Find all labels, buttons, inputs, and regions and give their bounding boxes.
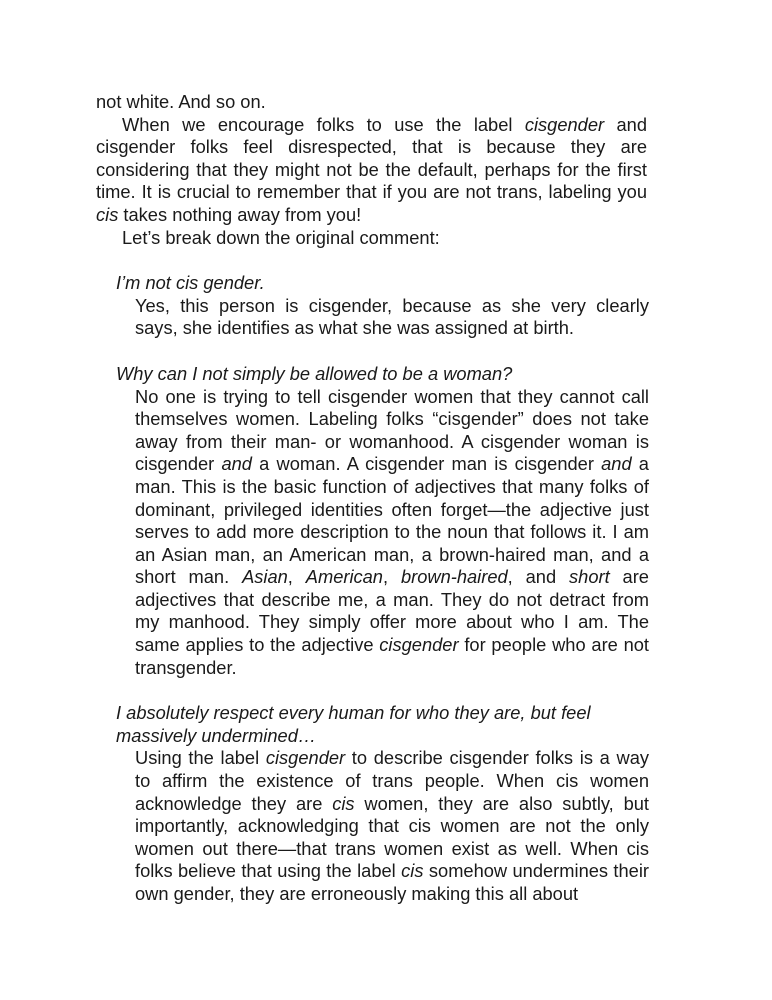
italic-text: Asian [242, 566, 288, 588]
intro-paragraph [96, 114, 647, 227]
section-gap [96, 679, 647, 702]
text-run: When we encourage folks to use the label [122, 113, 525, 135]
text-run: takes nothing away from you! [118, 203, 362, 225]
quoted-comment: Why can I not simply be allowed to be a woman? [116, 362, 513, 384]
italic-text: cisgender [265, 747, 346, 769]
text-run: to describe cisgender folks is a way to affirm the existence of trans people. When cis women acknowledge they are [135, 747, 650, 814]
text-run: somehow undermines their own gender, they are erroneously making this all about [135, 860, 649, 904]
quoted-comment: I’m not cis gender. [116, 272, 265, 294]
section-gap [96, 340, 647, 363]
comment-section-2 [96, 363, 647, 679]
text-run: a woman. A cisgender man is cisgender [251, 453, 602, 475]
italic-text: short [569, 566, 610, 588]
text-run: No one is trying to tell cisgender women that they cannot call themselves women. Labeling folks “cisgender” does not take away from their man- or womanhood. A cisgender woman is cisgender [135, 385, 649, 475]
text-run: a man. This is the basic function of adjectives that many folks of dominant, privileged identities often forget—the adjective just serves to add more description to the noun that follows it. I am an Asian man, an American man, a brown-haired man, and a short man. [135, 453, 649, 588]
italic-text: cis [96, 203, 119, 225]
text-run: , [382, 566, 401, 588]
intro-line: not white. And so on. [96, 91, 266, 112]
text-run: are adjectives that describe me, a man. They do not detract from my manhood. They simply offer more about who I am. The same applies to the adjective [135, 566, 649, 656]
response-paragraph [135, 747, 649, 905]
quoted-comment: I absolutely respect every human for who they are, but feel massively undermined… [116, 702, 591, 746]
italic-text: cis [332, 792, 355, 814]
text-run: , [287, 566, 306, 588]
comment-section-3 [96, 702, 650, 905]
text-run: for people who are not transgender. [135, 634, 649, 678]
italic-text: American [305, 566, 383, 588]
response-paragraph [135, 386, 649, 680]
italic-text: and [221, 453, 252, 475]
intro-lead-in: Let’s break down the original comment: [122, 226, 440, 248]
italic-text: cisgender [379, 634, 459, 656]
italic-text: and [601, 453, 632, 475]
section-gap [96, 249, 647, 272]
italic-text: cis [401, 860, 424, 882]
text-run: women, they are also subtly, but importantly, acknowledging that cis women are not the only women out there—that trans women exist as well. When cis folks believe that using the label [135, 792, 650, 882]
text-run: and cisgender folks feel disrespected, that is because they are considering that they might not be the default, perhaps for the first time. It is crucial to remember that if you are not trans, labeling you [96, 113, 647, 203]
italic-text: brown-haired [400, 566, 508, 588]
body-text [96, 91, 650, 906]
text-run: Using the label [135, 747, 266, 769]
italic-text: cisgender [524, 113, 605, 135]
comment-section-1 [96, 272, 647, 340]
text-run: , and [507, 566, 570, 588]
response-paragraph [135, 295, 649, 340]
text-run: Yes, this person is cisgender, because as she very clearly says, she identifies as what she was assigned at birth. [135, 294, 649, 339]
